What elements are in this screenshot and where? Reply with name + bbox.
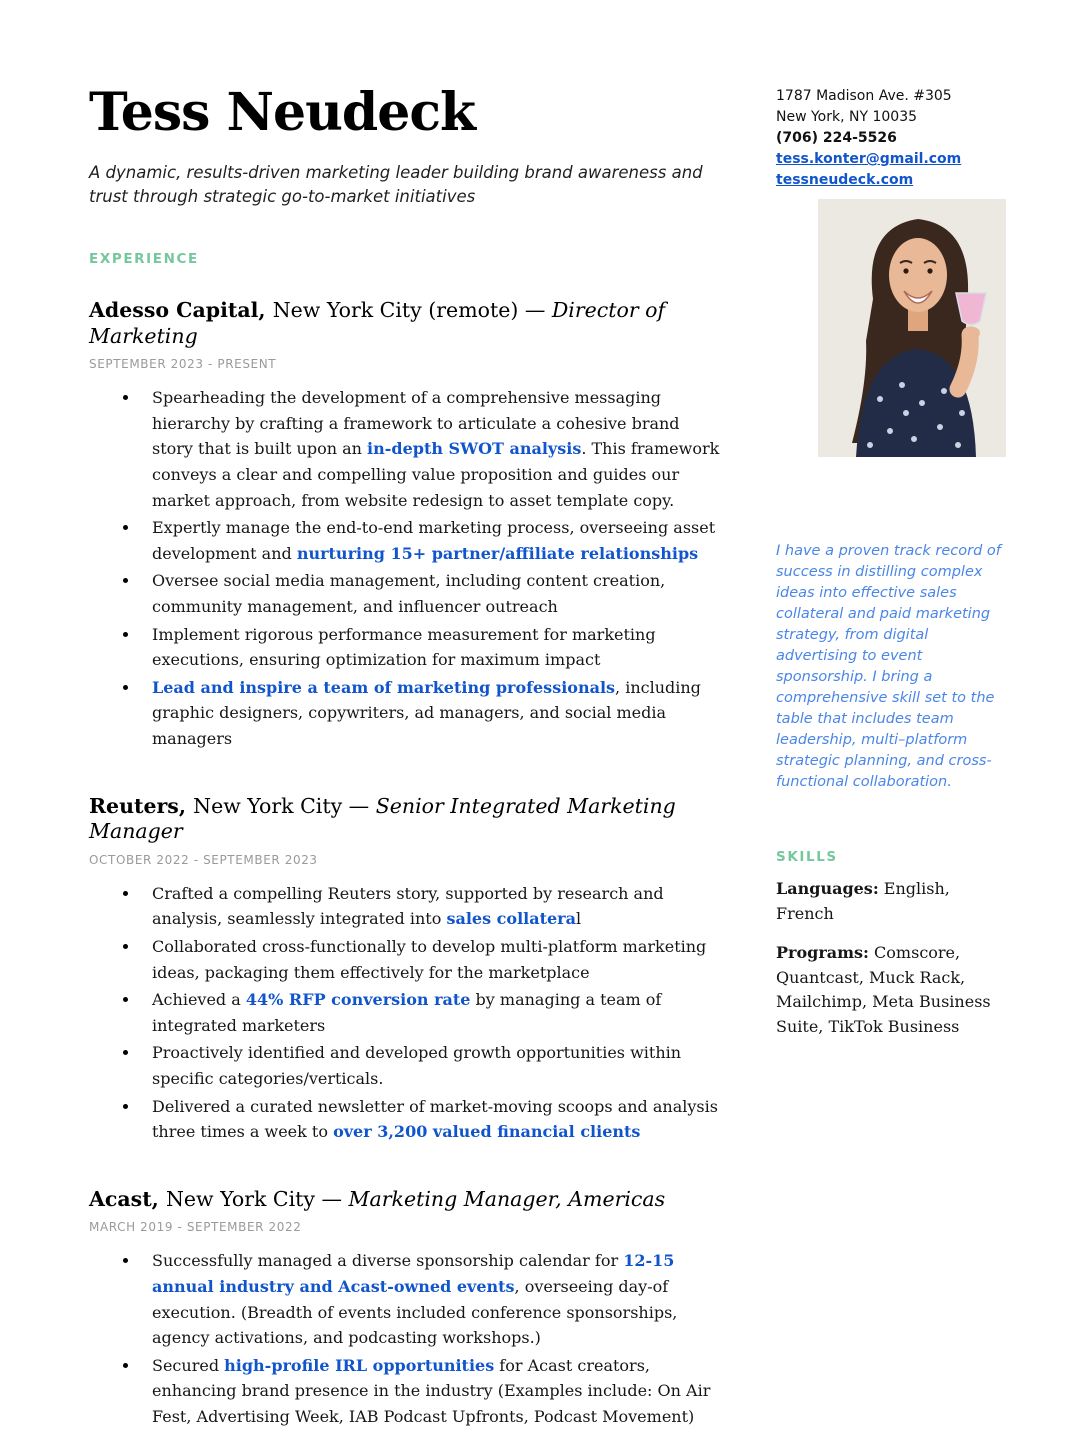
bullet-text: Successfully managed a diverse sponsorship calendar for [152, 1251, 624, 1271]
skill-block [776, 877, 1006, 927]
page-title: Tess Neudeck [89, 82, 476, 143]
bullet-item [152, 1248, 720, 1350]
jobs-list [89, 298, 720, 1430]
inline-link[interactable]: sales collatera [446, 909, 576, 929]
website-link[interactable]: tessneudeck.com [776, 172, 914, 188]
bullet-text: by managing a team of integrated marketers [152, 990, 662, 1035]
bullet-text: Proactively identified and developed growth opportunities within specific categories/verticals. [152, 1043, 682, 1088]
bullet-text: for Acast creators, enhancing brand presence in the industry (Examples include: On Air Fest, Advertising Week, IAB Podcast Upfronts, Podcast Movement) [152, 1355, 711, 1426]
skills-heading: SKILLS [776, 849, 838, 866]
bullet-text: Implement rigorous performance measurement for marketing executions, ensuring optimization for maximum impact [152, 624, 656, 670]
job-company: Acast, [89, 1186, 166, 1211]
tagline: A dynamic, results-driven marketing leader building brand awareness and trust through strategic go-to-market initiatives [89, 163, 703, 207]
job-location: New York City — [165, 1186, 349, 1211]
bullet-item [152, 515, 720, 566]
bullet-item [152, 934, 720, 985]
contact-address-line1: 1787 Madison Ave. #305 [776, 88, 952, 104]
job-role: Marketing Manager, Americas [348, 1186, 666, 1211]
inline-link[interactable]: 12-15 annual industry and Acast-owned events [152, 1251, 675, 1296]
bullet-text: Oversee social media management, including content creation, community management, and influencer outreach [152, 571, 666, 617]
bullet-item [152, 622, 720, 673]
job-role: Senior Integrated Marketing Manager [89, 793, 676, 844]
inline-link[interactable]: Lead and inspire a team of marketing professionals [152, 677, 616, 697]
job-dates: MARCH 2019 - SEPTEMBER 2022 [89, 1220, 302, 1235]
bullet-item [152, 675, 720, 752]
contact-phone: (706) 224-5526 [776, 130, 897, 146]
skill-label: Languages: [776, 879, 879, 899]
bullet-text: Collaborated cross-functionally to develop multi-platform marketing ideas, packaging them effectively for the marketplace [152, 937, 707, 982]
contact-block [776, 86, 1006, 191]
bullet-text: Secured [152, 1355, 225, 1375]
bullet-text: Spearheading the development of a comprehensive messaging hierarchy by crafting a framework to articulate a cohesive brand story that is built upon an [152, 388, 680, 459]
bullet-list [89, 1248, 720, 1429]
job-dates: OCTOBER 2022 - SEPTEMBER 2023 [89, 852, 318, 867]
job-section [89, 794, 720, 1145]
bullet-text: , including graphic designers, copywriters, ad managers, and social media managers [152, 677, 701, 748]
bullet-item [152, 1353, 720, 1430]
bullet-text: Delivered a curated newsletter of market-moving scoops and analysis three times a week to [152, 1096, 718, 1142]
skills-list [776, 877, 1006, 1040]
job-section [89, 1187, 720, 1430]
bullet-text: l [575, 909, 582, 929]
email-link[interactable]: tess.konter@gmail.com [776, 151, 962, 167]
bullet-list [89, 881, 720, 1145]
bullet-item [152, 1040, 720, 1091]
inline-link[interactable]: nurturing 15+ partner/affiliate relationships [296, 543, 699, 563]
contact-email-line [776, 149, 1006, 170]
job-heading [89, 794, 720, 845]
bullet-item [152, 881, 720, 932]
skill-label: Programs: [776, 942, 869, 962]
job-location: New York City (remote) — [272, 298, 552, 323]
job-heading [89, 298, 720, 349]
inline-link[interactable]: high-profile IRL opportunities [224, 1355, 495, 1375]
bullet-text: Expertly manage the end-to-end marketing process, overseeing asset development and [152, 518, 716, 563]
job-location: New York City — [193, 793, 376, 818]
job-section [89, 298, 720, 752]
contact-address-line2: New York, NY 10035 [776, 109, 918, 125]
skill-value: English, French [776, 879, 950, 923]
bullet-text: . This framework conveys a clear and compelling value proposition and guides our market approach, from website redesign to asset template copy. [152, 439, 720, 510]
profile-photo [818, 199, 1006, 457]
bullet-item [152, 568, 720, 619]
job-company: Adesso Capital, [89, 298, 273, 323]
experience-heading: EXPERIENCE [89, 251, 199, 268]
inline-link[interactable]: 44% RFP conversion rate [245, 990, 471, 1010]
summary-text: I have a proven track record of success in distilling complex ideas into effective sales collateral and paid marketing strategy, from digital advertising to event sponsorship. I bring a comprehensive skill set to the table that includes team leadership, multi–platform strategic planning, and cross-functional collaboration. [776, 543, 1001, 791]
bullet-item [152, 385, 720, 513]
job-dates: SEPTEMBER 2023 - PRESENT [89, 357, 277, 372]
contact-website-line [776, 170, 1006, 191]
job-heading [89, 1187, 720, 1213]
bullet-text: Crafted a compelling Reuters story, supported by research and analysis, seamlessly integrated into [152, 883, 664, 929]
bullet-item [152, 1094, 720, 1145]
job-role: Director of Marketing [89, 298, 666, 348]
inline-link[interactable]: in-depth SWOT analysis [367, 439, 582, 459]
skill-block [776, 941, 1006, 1040]
bullet-text: , overseeing day-of execution. (Breadth of events included conference sponsorships, agency activations, and podcasting workshops.) [152, 1277, 678, 1348]
bullet-text: Achieved a [152, 990, 246, 1010]
sidebar [776, 84, 1006, 1370]
job-company: Reuters, [89, 793, 194, 818]
main-column [89, 82, 720, 1426]
skill-value: Comscore, Quantcast, Muck Rack, Mailchimp, Meta Business Suite, TikTok Business [776, 942, 991, 1037]
bullet-item [152, 987, 720, 1038]
bullet-list [89, 385, 720, 751]
inline-link[interactable]: over 3,200 valued financial clients [333, 1122, 641, 1142]
